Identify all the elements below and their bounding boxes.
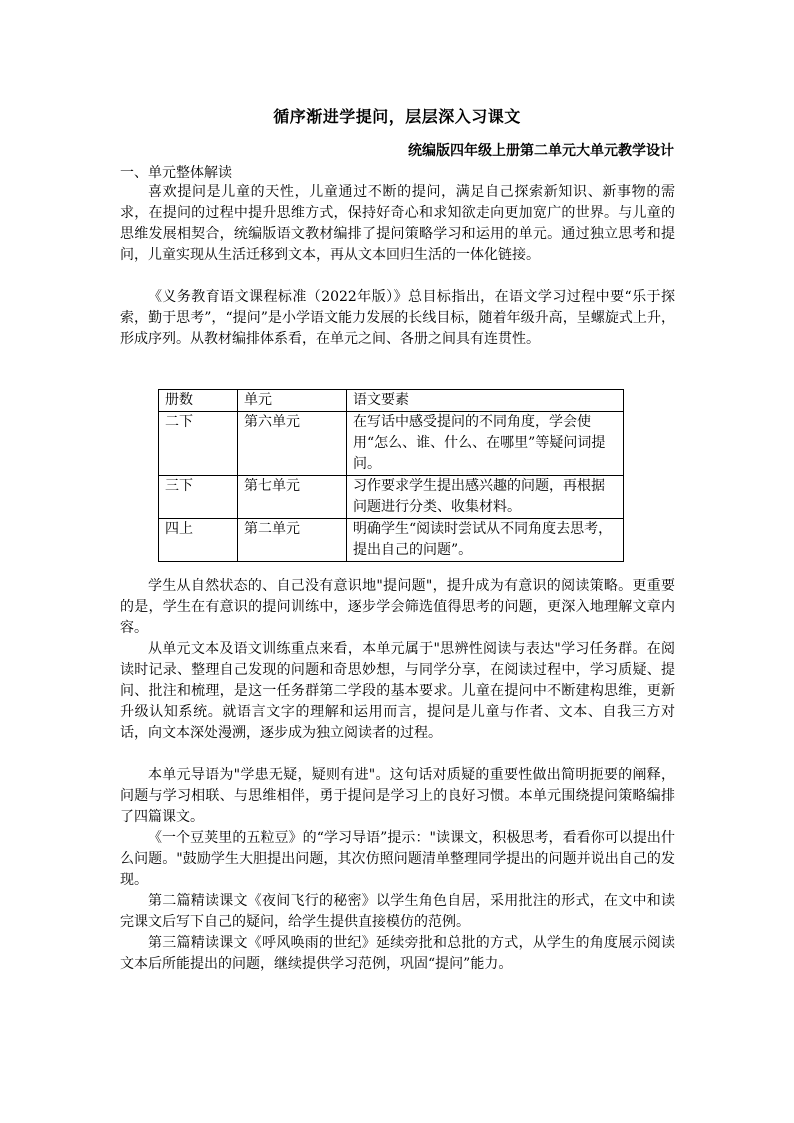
table-cell: 第六单元 (238, 412, 347, 476)
table-header-cell: 单元 (238, 390, 347, 412)
table-cell: 在写话中感受提问的不同角度，学会使用“怎么、谁、什么、在哪里”等疑问词提问。 (347, 412, 624, 476)
table-cell: 习作要求学生提出感兴趣的问题，再根据问题进行分类、收集材料。 (347, 476, 624, 519)
paragraph-8: 第三篇精读课文《呼风唤雨的世纪》延续旁批和总批的方式，从学生的角度展示阅读文本后所能提出的问题，继续提供学习范例，巩固“提问”能力。 (120, 935, 675, 972)
table-row (159, 476, 624, 519)
paragraph-2: 《义务教育语文课程标准（2022年版）》总目标指出，在语文学习过程中要“乐于探索，勤于思考”，“提问”是小学语文能力发展的长线目标，随着年级升高，呈螺旋式上升，形成序列。从教材编排体系看，在单元之间、各册之间具有连贯性。 (120, 289, 675, 347)
table-row (159, 412, 624, 476)
table-cell: 三下 (159, 476, 238, 519)
table-cell: 二下 (159, 412, 238, 476)
section-heading: 一、单元整体解读 (120, 165, 232, 181)
document-title: 循序渐进学提问，层层深入习课文 (273, 107, 521, 126)
paragraph-7: 第二篇精读课文《夜间飞行的秘密》以学生角色自居，采用批注的形式，在文中和读完课文后写下自己的疑问，给学生提供直接模仿的范例。 (120, 893, 675, 930)
document-subtitle: 统编版四年级上册第二单元大单元教学设计 (408, 143, 674, 159)
table-header-cell: 语文要素 (347, 390, 624, 412)
curriculum-table (158, 389, 624, 562)
table-cell: 明确学生“阅读时尝试从不同角度去思考，提出自己的问题”。 (347, 519, 624, 562)
paragraph-5: 本单元导语为"学患无疑，疑则有进"。这句话对质疑的重要性做出简明扼要的阐释，问题与学习相联、与思维相伴，勇于提问是学习上的良好习惯。本单元围绕提问策略编排了四篇课文。 (120, 767, 675, 825)
table-cell: 四上 (159, 519, 238, 562)
paragraph-6: 《一个豆荚里的五粒豆》的“学习导语”提示："读课文，积极思考，看看你可以提出什么问题。"鼓励学生大胆提出问题，其次仿照问题清单整理同学提出的问题并说出自己的发现。 (120, 830, 675, 888)
paragraph-3: 学生从自然状态的、自己没有意识地"提问题"，提升成为有意识的阅读策略。更重要的是，学生在有意识的提问训练中，逐步学会筛选值得思考的问题，更深入地理解文章内容。 (120, 578, 675, 636)
table-cell: 第二单元 (238, 519, 347, 562)
table-row (159, 519, 624, 562)
paragraph-4: 从单元文本及语文训练重点来看，本单元属于"思辨性阅读与表达"学习任务群。在阅读时记录、整理自己发现的问题和奇思妙想，与同学分享，在阅读过程中，学习质疑、提问、批注和梳理，是这一任务群第二学段的基本要求。儿童在提问中不断建构思维，更新升级认知系统。就语言文字的理解和运用而言，提问是儿童与作者、文本、自我三方对话，向文本深处漫溯，逐步成为独立阅读者的过程。 (120, 641, 675, 741)
table-cell: 第七单元 (238, 476, 347, 519)
paragraph-1: 喜欢提问是儿童的天性，儿童通过不断的提问，满足自己探索新知识、新事物的需求，在提问的过程中提升思维方式，保持好奇心和求知欲走向更加宽广的世界。与儿童的思维发展相契合，统编版语文教材编排了提问策略学习和运用的单元。通过独立思考和提问，儿童实现从生活迁移到文本，再从文本回归生活的一体化链接。 (120, 184, 675, 263)
table-header-row (159, 390, 624, 412)
table-header-cell: 册数 (159, 390, 238, 412)
